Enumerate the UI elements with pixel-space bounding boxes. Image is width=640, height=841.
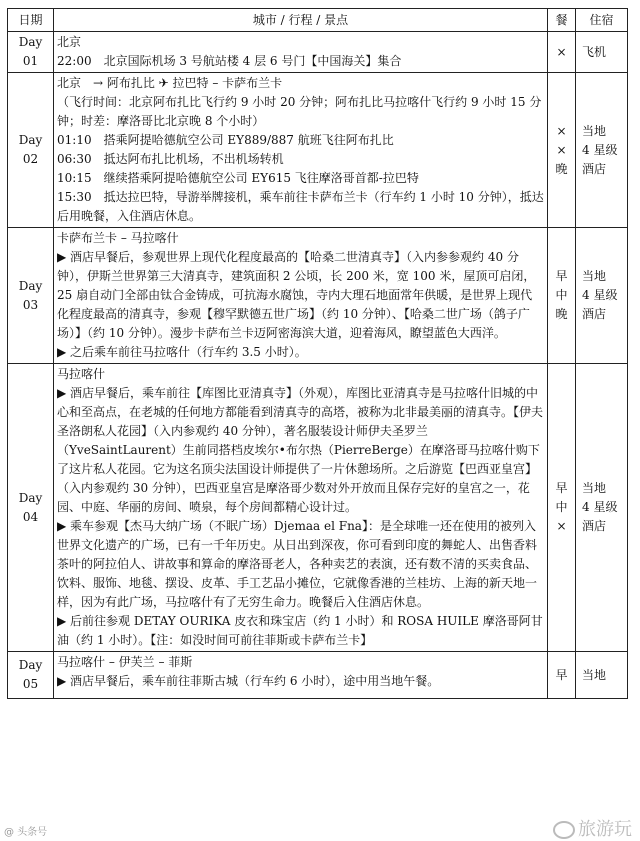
stay-line: 酒店: [582, 307, 607, 321]
meal-item: ×: [556, 519, 567, 533]
stay-line: 当地: [582, 269, 607, 283]
route-line: 22:00 北京国际机场 3 号航站楼 4 层 6 号门【中国海关】集合: [57, 54, 402, 68]
stay-line: 酒店: [582, 161, 607, 176]
meal-item: 中: [555, 500, 568, 514]
route-line: 01:10 搭乘阿提哈德航空公司 EY889/887 航班飞往阿布扎比: [57, 133, 394, 147]
route-line: ▶ 之后乘车前往马拉喀什（行车约 3.5 小时）。: [57, 345, 307, 359]
day-number: 03: [22, 297, 39, 312]
table-header-row: [8, 9, 628, 32]
day-cell: [8, 652, 54, 699]
day-label: Day: [18, 133, 43, 147]
day-row: [8, 652, 628, 699]
route-cell: [54, 652, 548, 699]
day-label: Day: [18, 35, 43, 49]
day-label: Day: [18, 490, 43, 505]
day-label: Day: [18, 278, 43, 293]
chat-icon: [553, 821, 575, 839]
day-label: Day: [18, 658, 43, 672]
route-line: 06:30 抵达阿布扎比机场，不出机场转机: [57, 152, 284, 166]
route-line: ▶ 后前往参观 DETAY OURIKA 皮衣和珠宝店（约 1 小时）和 ROSA HUILE 摩洛哥阿甘油（约 1 小时）。【注：如没时间可前往菲斯或卡萨布兰卡】: [57, 614, 543, 647]
watermark-right: [553, 815, 632, 841]
day-number: 01: [22, 54, 39, 68]
day-row: [8, 364, 628, 652]
route-line: ▶ 酒店早餐后，乘车前往【库图比亚清真寺】（外观），库图比亚清真寺是马拉喀什旧城的中心和至高点，在老城的任何地方都能看到清真寺的高塔，被称为北非最美丽的清真寺。【伊夫圣洛朗私人花园】（入内参观约 40 分钟），著名服装设计师伊夫圣罗兰（YveSaintLaurent）生前同搭档皮埃尔•布尔热（PierreBerge）在摩洛哥马拉喀什购下了这片私人花园。它为这名顶尖法国设计师提供了一片休憩场所。之后游览【巴西亚皇宫】（入内参观约 30 分钟），巴西亚皇宫是摩洛哥少数对外开放而且保存完好的皇宫之一，花园、中庭、华丽的房间、喷泉，每个房间都精心设计过。: [57, 386, 544, 514]
day-number: 05: [22, 677, 39, 691]
header-stay: 住宿: [576, 9, 628, 32]
meal-item: ×: [556, 44, 567, 59]
meal-item: 中: [555, 288, 568, 302]
stay-line: 4 星级: [582, 142, 618, 157]
meal-cell: [548, 32, 576, 73]
watermark-right-text: 旅游玩: [578, 819, 632, 840]
meal-item: 早: [555, 481, 568, 495]
stay-line: 飞机: [582, 44, 607, 59]
header-route: 城市 / 行程 / 景点: [54, 9, 548, 32]
header-date: 日期: [8, 9, 54, 32]
watermark-left: @ 头条号: [4, 827, 48, 838]
stay-line: 4 星级: [582, 288, 618, 302]
route-title: 北京 → 阿布扎比 ✈ 拉巴特 – 卡萨布兰卡: [57, 76, 283, 90]
meal-cell: [548, 73, 576, 228]
day-row: [8, 32, 628, 73]
stay-line: 当地: [582, 123, 607, 138]
route-title: 马拉喀什 – 伊芙兰 – 菲斯: [57, 655, 193, 669]
route-cell: [54, 228, 548, 364]
meal-cell: [548, 228, 576, 364]
route-line: 15:30 抵达拉巴特，导游举牌接机，乘车前往卡萨布兰卡（行车约 1 小时 10 分钟），抵达后用晚餐，入住酒店休息。: [57, 190, 544, 223]
day-cell: [8, 32, 54, 73]
stay-cell: [576, 32, 628, 73]
day-cell: [8, 364, 54, 652]
route-title: 卡萨布兰卡 – 马拉喀什: [57, 231, 179, 245]
day-cell: [8, 228, 54, 364]
stay-cell: [576, 228, 628, 364]
meal-item: ×: [556, 142, 567, 157]
route-cell: [54, 32, 548, 73]
meal-cell: [548, 652, 576, 699]
stay-line: 酒店: [582, 519, 607, 533]
stay-line: 当地: [582, 667, 607, 682]
day-number: 02: [22, 152, 39, 166]
meal-item: 早: [555, 269, 568, 283]
stay-cell: [576, 652, 628, 699]
meal-item: ×: [556, 123, 567, 138]
day-row: [8, 228, 628, 364]
stay-line: 当地: [582, 481, 607, 495]
route-line: 10:15 继续搭乘阿提哈德航空公司 EY615 飞往摩洛哥首都-拉巴特: [57, 171, 419, 185]
stay-cell: [576, 364, 628, 652]
meal-item: 早: [555, 667, 568, 682]
meal-item: 晚: [555, 307, 568, 321]
route-title: 马拉喀什: [57, 367, 106, 381]
route-line: ▶ 乘车参观【杰马大纳广场（不眠广场）Djemaa el Fna】：是全球唯一还在使用的被列入世界文化遗产的广场，已有一千年历史。从日出到深夜，你可看到印度的舞蛇人、出售香料茶叶的阿拉伯人、讲故事和算命的摩洛哥老人，各种卖艺的表演，还有数不清的买卖食品、饮料、服饰、地毯、摆设、皮革、手工艺品小摊位，它就像香港的兰桂坊、上海的新天地一样，因为有此广场，马拉喀什有了无穷生命力。晚餐后入住酒店休息。: [57, 519, 538, 609]
meal-cell: [548, 364, 576, 652]
itinerary-table: [7, 8, 628, 699]
day-cell: [8, 73, 54, 228]
watermark: [0, 819, 640, 841]
meal-item: 晚: [555, 161, 568, 176]
route-line: （飞行时间：北京阿布扎比飞行约 9 小时 20 分钟；阿布扎比马拉喀什飞行约 9 小时 15 分钟；时差：摩洛哥比北京晚 8 个小时）: [57, 95, 542, 128]
header-meal: 餐: [548, 9, 576, 32]
stay-cell: [576, 73, 628, 228]
route-line: ▶ 酒店早餐后，乘车前往菲斯古城（行车约 6 小时），途中用当地午餐。: [57, 674, 440, 688]
stay-line: 4 星级: [582, 500, 618, 514]
day-row: [8, 73, 628, 228]
route-title: 北京: [57, 35, 82, 49]
route-line: ▶ 酒店早餐后，参观世界上现代化程度最高的【哈桑二世清真寺】（入内参参观约 40 分钟），伊斯兰世界第三大清真寺，建筑面积 2 公顷，长 200 米，宽 100 米，屋顶可启闭，25 扇自动门全部由钛合金铸成，可抗海水腐蚀，寺内大理石地面常年供暖，是世界上现代化程度最高的清真寺，参观【穆罕默德五世广场】（约 10 分钟）、【哈桑二世广场（鸽子广场）】（约 10 分钟）。漫步卡萨布兰卡迈阿密海滨大道，迎着海风，瞭望蓝色大西洋。: [57, 250, 536, 340]
route-cell: [54, 364, 548, 652]
route-cell: [54, 73, 548, 228]
day-number: 04: [22, 509, 39, 524]
